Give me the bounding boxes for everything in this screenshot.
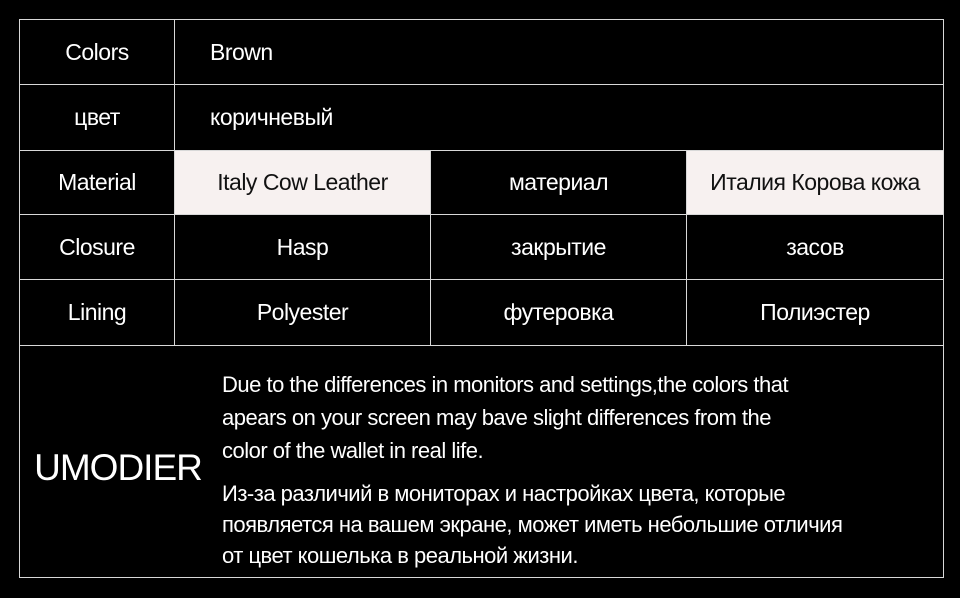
row-value-closure-ru: засов xyxy=(786,233,844,260)
row-label-material: Material xyxy=(58,169,136,195)
disclaimer-line: появляется на вашем экране, может иметь небольшие отличия xyxy=(222,512,843,537)
brand-name: UMODIER xyxy=(34,447,202,488)
row-label-lining-ru: футеровка xyxy=(503,299,614,325)
row-value-material: Italy Cow Leather xyxy=(175,151,430,214)
table-border-right xyxy=(943,19,944,346)
row-label-lining: Lining xyxy=(67,299,127,325)
disclaimer-line: Из-за различий в мониторах и настройках цвета, которые xyxy=(222,481,786,506)
row-label-material-ru: материал xyxy=(508,169,609,195)
row-value-lining: Polyester xyxy=(256,299,349,325)
disclaimer-line: color of the wallet in real life. xyxy=(222,438,484,463)
row-value-material-ru: Италия Корова кожа xyxy=(687,151,943,214)
disclaimer-line: apears on your screen may bave slight differences from the xyxy=(222,405,772,430)
table-divider xyxy=(20,345,944,346)
row-value-closure: Hasp xyxy=(276,233,329,260)
row-label-closure-ru: закрытие xyxy=(511,233,606,260)
disclaimer-line: Due to the differences in monitors and settings,the colors that xyxy=(222,372,789,397)
row-label-colors: Colors xyxy=(65,38,129,65)
row-value-lining-ru: Полиэстер xyxy=(760,299,870,325)
disclaimer-english xyxy=(222,368,922,467)
disclaimer-russian xyxy=(222,478,922,571)
row-label-closure: Closure xyxy=(59,233,135,260)
box-border-bottom xyxy=(20,577,944,578)
box-border-right xyxy=(943,345,944,578)
row-label-color-ru: цвет xyxy=(74,104,120,130)
disclaimer-line: от цвет кошелька в реальной жизни. xyxy=(222,543,578,568)
row-value-color-ru: коричневый xyxy=(210,104,333,130)
row-value-colors: Brown xyxy=(210,38,273,65)
